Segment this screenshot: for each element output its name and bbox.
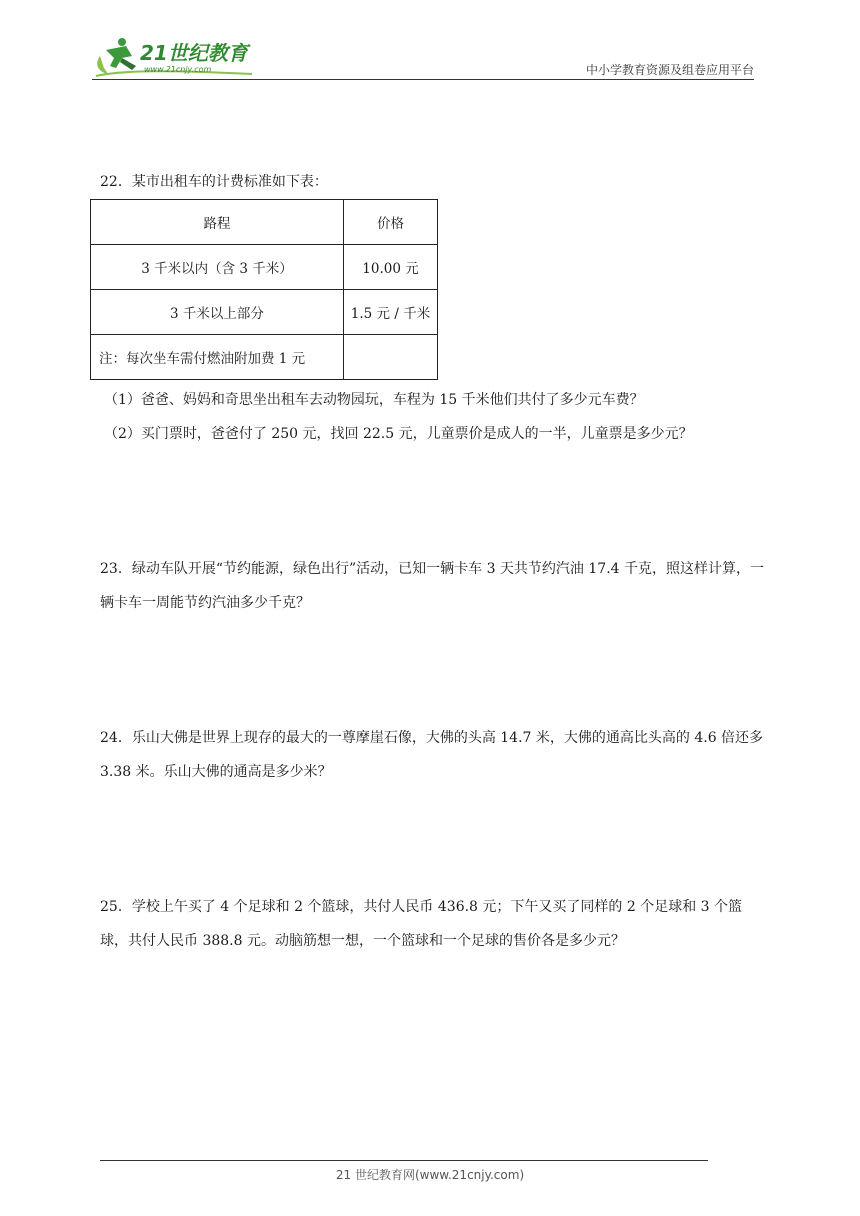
fare-table [90,199,438,380]
table-row [91,290,438,335]
logo-wordmark: 21世纪教育 [140,41,248,65]
page-header [0,0,860,90]
table-cell: 10.00 元 [344,245,438,290]
table-cell: 3 千米以内（含 3 千米） [91,245,344,290]
q23-text: 23．绿动车队开展“节约能源，绿色出行”活动，已知一辆卡车 3 天共节约汽油 17.4 千克，照这样计算，一辆卡车一周能节约汽油多少千克？ [100,561,765,611]
footer-divider [100,1160,708,1161]
header-cell-distance: 路程 [91,200,344,245]
header-cell-price: 价格 [344,200,438,245]
table-cell: 3 千米以上部分 [91,290,344,335]
table-row [91,245,438,290]
platform-tagline: 中小学教育资源及组卷应用平台 [585,63,754,77]
q22-intro: 22．某市出租车的计费标准如下表： [100,174,328,190]
table-row [91,335,438,380]
runner-logo-icon [92,36,262,80]
table-cell: 1.5 元 / 千米 [344,290,438,335]
header-divider [92,79,754,80]
footer-source[interactable]: 21 世纪教育网(www.21cnjy.com) [335,1168,525,1182]
table-cell [344,335,438,380]
q24-text: 24．乐山大佛是世界上现存的最大的一尊摩崖石像，大佛的头高 14.7 米，大佛的通高比头高的 4.6 倍还多 3.38 米。乐山大佛的通高是多少米？ [100,730,764,780]
q22-sub2: （2）买门票时，爸爸付了 250 元，找回 22.5 元，儿童票价是成人的一半，儿童票是多少元？ [104,426,693,442]
site-logo[interactable] [92,36,262,80]
fare-table-header-row [91,200,438,245]
table-note-cell: 注：每次坐车需付燃油附加费 1 元 [91,335,344,380]
q25-text: 25．学校上午买了 4 个足球和 2 个篮球，共付人民币 436.8 元；下午又买了同样的 2 个足球和 3 个篮球，共付人民币 388.8 元。动脑筋想一想，一个篮球和一个足球的售价各是多少元？ [100,899,743,949]
logo-url: www.21cnjy.com [144,65,212,74]
q22-sub1: （1）爸爸、妈妈和奇思坐出租车去动物园玩，车程为 15 千米他们共付了多少元车费？ [104,392,644,408]
